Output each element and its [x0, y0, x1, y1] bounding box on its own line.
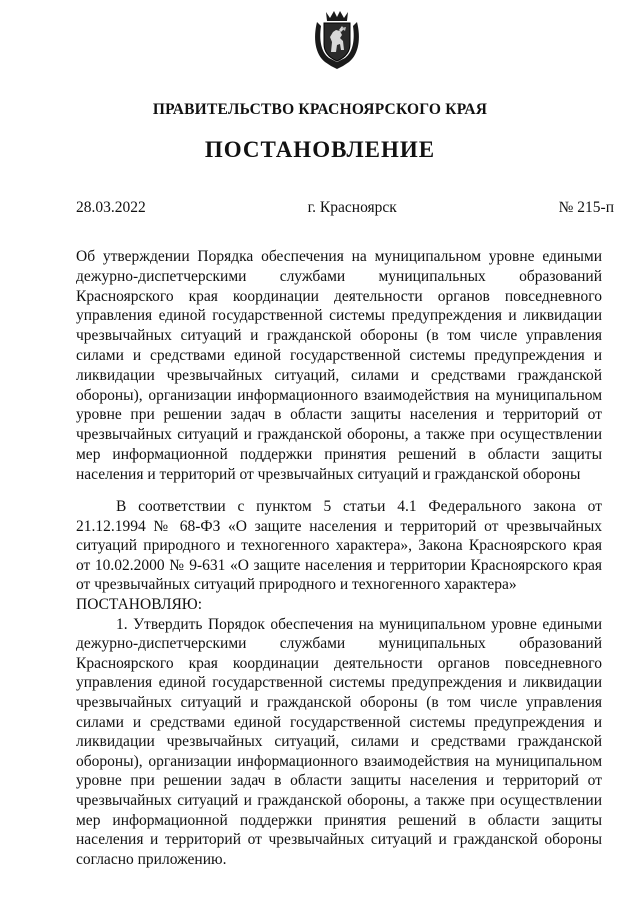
document-meta-row: [76, 199, 614, 217]
document-date: 28.03.2022: [76, 199, 146, 216]
document-city: г. Красноярск: [307, 199, 397, 216]
organization-title: ПРАВИТЕЛЬСТВО КРАСНОЯРСКОГО КРАЯ: [152, 101, 488, 118]
preamble-paragraph: В соответствии с пунктом 5 статьи 4.1 Федерального закона от 21.12.1994 № 68-ФЗ «О защите населения и территорий от чрезвычайных ситуаций природного и техногенного характера», Закона Красноярского края от 10.02.2000 № 9-631 «О защите населения и территории Красноярского края от чрезвычайных ситуаций природного и техногенного характера»: [76, 498, 602, 594]
krasnoyarsk-coat-of-arms-icon: [311, 8, 363, 70]
document-subject-title: Об утверждении Порядка обеспечения на муниципальном уровне едиными дежурно-диспетчерскими службами муниципальных образований Красноярского края координации деятельности органов повседневного управления единой государственной системы предупреждения и ликвидации чрезвычайных ситуаций и гражданской обороны (в том числе управления силами и средствами единой государственной системы предупреждения и ликвидации чрезвычайных ситуаций, силами и средствами гражданской обороны), организации информационного взаимодействия на муниципальном уровне при решении задач в области защиты населения и территорий от чрезвычайных ситуаций и гражданской обороны, а также при осуществлении мер информационной поддержки принятия решений в области защиты населения и территорий от чрезвычайных ситуаций и гражданской обороны: [76, 248, 602, 483]
document-body: [76, 497, 602, 869]
document-number: № 215-п: [558, 199, 614, 216]
decree-item-1: 1. Утвердить Порядок обеспечения на муниципальном уровне едиными дежурно-диспетчерскими службами муниципальных образований Красноярского края координации деятельности органов повседневного управления единой государственной системы предупреждения и ликвидации чрезвычайных ситуаций и гражданской обороны (в том числе управления силами и средствами единой государственной системы предупреждения и ликвидации чрезвычайных ситуаций, силами и средствами гражданской обороны), организации информационного взаимодействия на муниципальном уровне при решении задач в области защиты населения и территорий от чрезвычайных ситуаций и гражданской обороны, а также при осуществлении мер информационной поддержки принятия решений в области защиты населения и территорий от чрезвычайных ситуаций и гражданской обороны согласно приложению.: [76, 615, 602, 868]
document-type-title: ПОСТАНОВЛЕНИЕ: [204, 137, 436, 162]
decree-word: ПОСТАНОВЛЯЮ:: [76, 595, 203, 613]
